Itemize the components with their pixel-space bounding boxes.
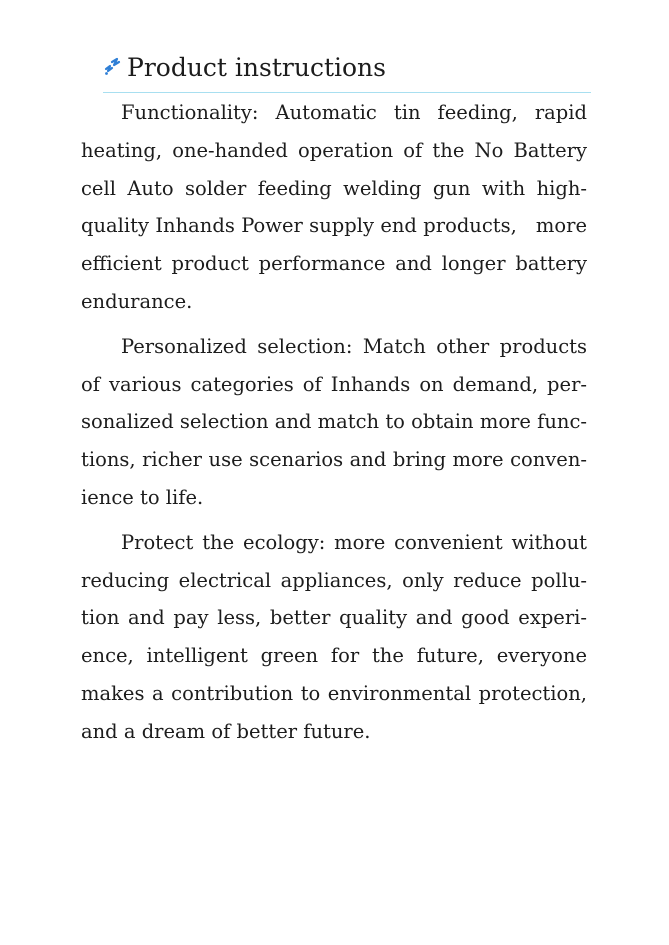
paragraph-protect-ecology: Protect the ecology: more convenient without reducing electrical appliances, only reduce pollution and pay less, better quality and good experience, intelligent green for the future, everyone makes a contribution to environmental protection, and a dream of better future. xyxy=(81,530,587,743)
paragraph-functionality: Functionality: Automatic tin feeding, rapid heating, one-handed operation of the No Battery cell Auto solder feeding welding gun with high-quality Inhands Power supply end products, more efficient product performance and longer battery endurance. xyxy=(81,101,587,313)
instructions-body xyxy=(81,94,587,758)
sparkle-icon xyxy=(103,56,125,78)
section-heading xyxy=(103,50,591,93)
page-title: Product instructions xyxy=(127,53,386,82)
paragraph-personalized-selection: Personalized selection: Match other products of various categories of Inhands on demand, personalized selection and match to obtain more functions, richer use scenarios and bring more convenience to life. xyxy=(81,334,587,509)
